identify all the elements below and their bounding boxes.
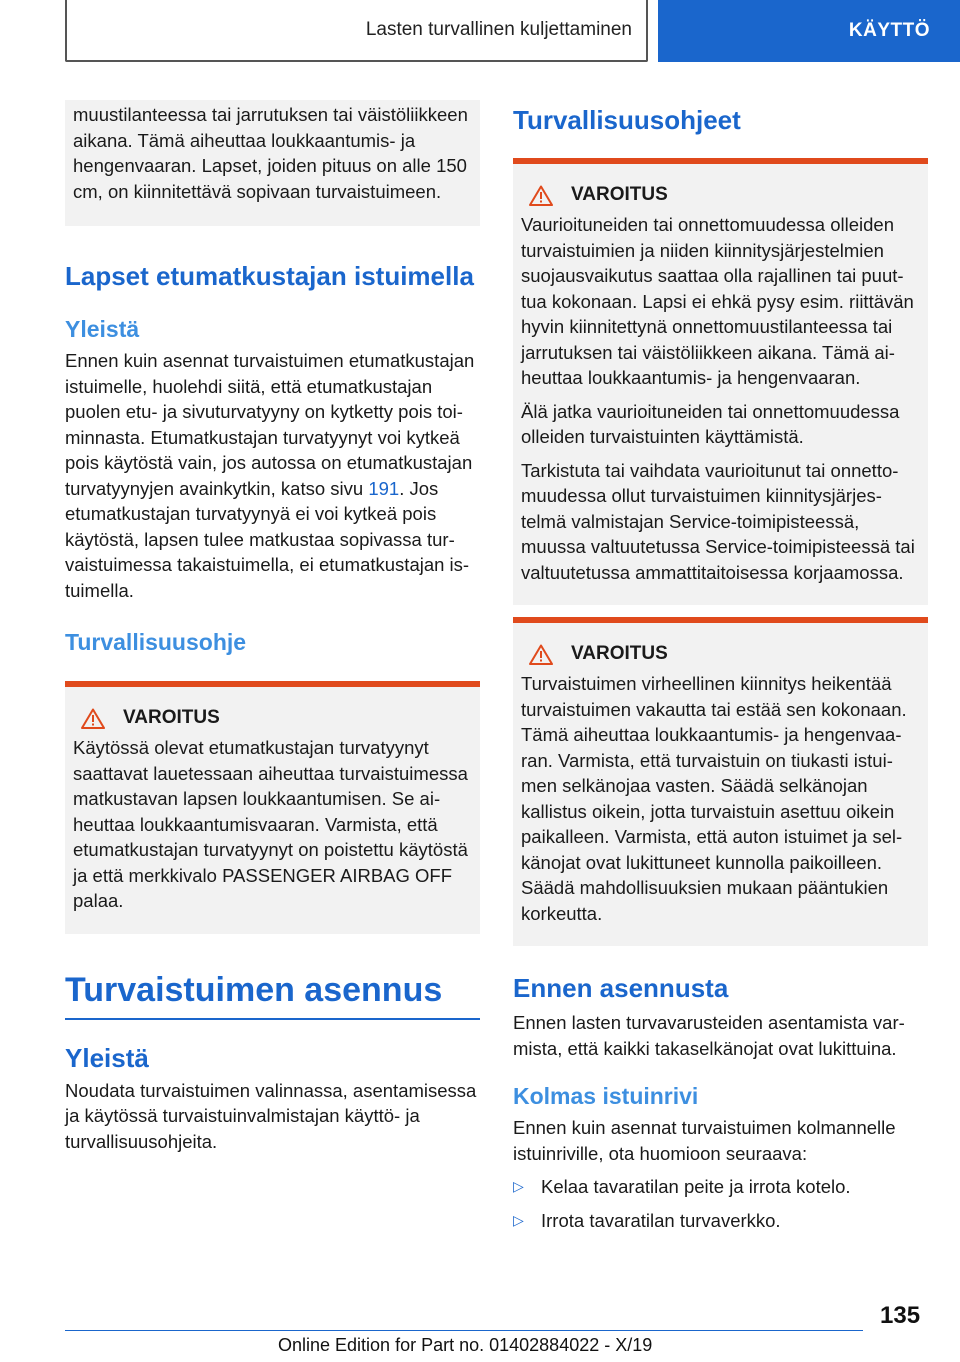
warning-triangle-icon [529,185,553,206]
install-paragraph: Noudata turvaistuimen valinnassa, asentamisessa ja käytössä turvaistuinvalmistajan käyttö- ja turvallisuusohjeita. [65,1079,477,1152]
heading-third-row: Kolmas istuinrivi [513,1083,699,1109]
right-column [513,100,928,1233]
before-paragraph: Ennen lasten turvavarusteiden asentamista varmista, että kaikki takaselkänojat ovat lukittuina. [513,1012,905,1059]
heading-general: Yleistä [65,316,140,342]
header-chapter-tab[interactable] [658,0,960,62]
general-paragraph: Ennen kuin asennat turvaistuimen etumatkustajan istuimelle, huolehdi siitä, että etumatkustajan puolen etu- ja sivuturvatyyny on kytketty pois toiminnasta. Etumatkustajan turvatyynyt voi kytkeä pois käytöstä vain, jos autossa on etumatkustajan turvatyynyjen avainkytkin, katso sivu 191. Jos etumatkustajan turvatyynyä ei voi kytkeä pois käytöstä, lapsen tulee matkustaa sopivassa turvaistuimessa takaistuimella, ei etumatkustajan istuimella. [65,350,475,601]
warning-paragraph-2: Älä jatka vaurioituneiden tai onnettomuudessa olleiden turvaistuinten käyttämistä. [521,400,900,447]
heading-install-rule [65,968,480,1020]
warning-text: Turvaistuimen virheellinen kiinnitys heikentää turvaistuimen vakautta tai estää sen kokonaan. Tämä aiheuttaa loukkaantumis- ja hengenvaaran. Varmista, että turvaistuin on tiukasti istuimen selkänojaa vasten. Säädä selkänojan kallistus oikein, jotta turvaistuin asettuu oikein paikalleen. Varmista, että auton istuimet ja selkänojat ovat lukittuneet kunnolla paikoilleen. Säädä mahdollisuuksien mukaan pääntukien korkeutta. [521,673,907,924]
page-number: 135 [880,1302,921,1329]
warning-title: VAROITUS [73,707,472,729]
heading-safety-note: Turvallisuusohje [65,629,247,655]
warning-title: VAROITUS [521,184,920,206]
page-link-191[interactable]: 191 [368,477,400,499]
chapter-title: KÄYTTÖ [848,20,930,41]
left-column [65,100,480,1154]
warning-title: VAROITUS [521,643,920,665]
warning-box-damaged-seats [513,158,928,605]
triangle-bullet-icon: ▷ [513,1178,524,1194]
heading-before-install: Ennen asennusta [513,973,729,1003]
triangle-bullet-icon: ▷ [513,1211,524,1228]
warning-text: Käytössä olevat etumatkustajan turvatyynyt saattavat lauetessaan aiheuttaa turvaistuimessa matkustavan lapsen loukkaantumisen. Se aiheuttaa loukkaantumisvaaran. Varmista, että etumatkustajan turvatyynyt on poistettu käytöstä ja että merkkivalo PASSENGER AIRBAG OFF palaa. [73,737,468,911]
list-item: ▷ Irrota tavaratilan turvaverkko. [513,1208,928,1234]
header-section-tab [65,0,648,62]
warning-paragraph-3: Tarkistuta tai vaihdata vaurioitunut tai onnettomuudessa ollut turvaistuimen kiinnitysjärjestelmä valmistajan Service-toimipisteessä, muussa valtuutetussa Service-toimipisteessä tai valtuutetussa ammattitaitoisessa korjaamossa. [521,459,915,583]
section-title: Lasten turvallinen kuljettaminen [365,19,632,40]
warning-paragraph-1: Vaurioituneiden tai onnettomuudessa olleiden turvaistuimien ja niiden kiinnitysjärjestelmien suojausvaikutus saattaa olla rajallinen tai puuttua kokonaan. Lapsi ei ehkä pysy esim. riittävän hyvin kiinnitettynä onnettomuustilanteessa tai jarrutuksen tai väistöliikkeen aikana. Tämä aiheuttaa loukkaantumis- ja hengenvaaran. [521,214,914,388]
footer-edition: Online Edition for Part no. 01402884022 - X/19 [278,1335,653,1355]
warning-triangle-icon [81,708,105,729]
warning-box-airbag [65,681,480,934]
heading-general-2: Yleistä [65,1042,149,1073]
third-row-paragraph: Ennen kuin asennat turvaistuimen kolmannelle istuinriville, ota huomioon seuraava: [513,1117,896,1164]
list-item: ▷ Kelaa tavaratilan peite ja irrota kotelo. [513,1174,928,1200]
heading-front-seat: Lapset etumatkustajan istuimella [65,261,474,291]
intro-note-text: muustilanteessa tai jarrutuksen tai väistöliikkeen aikana. Tämä aiheuttaa loukkaantumis- ja hengenvaaran. Lapset, joiden pituus on alle 150 cm, on kiinnitettävä sopivaan turvaistuimeen. [73,104,468,202]
warning-triangle-icon [529,644,553,665]
heading-install: Turvaistuimen asennus [65,970,443,1009]
intro-note-box [65,100,480,226]
heading-safety-instructions: Turvallisuusohjeet [513,105,741,135]
warning-box-fastening [513,617,928,946]
footer-divider [65,1330,863,1331]
